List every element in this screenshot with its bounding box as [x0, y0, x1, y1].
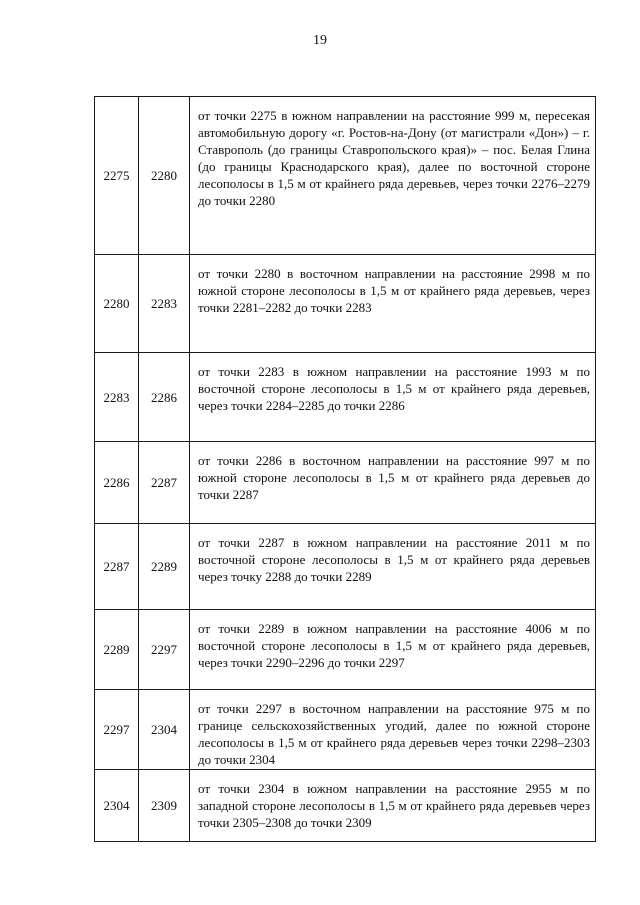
boundary-description-cell: от точки 2286 в восточном направлении на расстояние 997 м по южной стороне лесополосы в 1,5 м от крайнего ряда деревьев до точки 2287 [190, 442, 596, 524]
boundary-description-cell: от точки 2287 в южном направлении на расстояние 2011 м по восточной стороне лесополосы в 1,5 м от крайнего ряда деревьев через точку 2288 до точки 2289 [190, 524, 596, 610]
table-row [95, 524, 596, 610]
end-point-cell: 2280 [139, 97, 190, 255]
table-row [95, 770, 596, 842]
page-number: 19 [313, 33, 327, 48]
table-row [95, 610, 596, 690]
end-point-cell: 2297 [139, 610, 190, 690]
table-row [95, 690, 596, 770]
table-row [95, 353, 596, 442]
end-point-cell: 2304 [139, 690, 190, 770]
end-point-cell: 2283 [139, 255, 190, 353]
end-point-cell: 2287 [139, 442, 190, 524]
end-point-cell: 2289 [139, 524, 190, 610]
boundary-description-cell: от точки 2280 в восточном направлении на расстояние 2998 м по южной стороне лесополосы в 1,5 м от крайнего ряда деревьев, через точки 2281–2282 до точки 2283 [190, 255, 596, 353]
start-point-cell: 2287 [95, 524, 139, 610]
table-row [95, 442, 596, 524]
start-point-cell: 2283 [95, 353, 139, 442]
table-row [95, 97, 596, 255]
start-point-cell: 2286 [95, 442, 139, 524]
boundary-description-cell: от точки 2289 в южном направлении на расстояние 4006 м по восточной стороне лесополосы в 1,5 м от крайнего ряда деревьев, через точки 2290–2296 до точки 2297 [190, 610, 596, 690]
boundary-description-cell: от точки 2283 в южном направлении на расстояние 1993 м по восточной стороне лесополосы в 1,5 м от крайнего ряда деревьев, через точки 2284–2285 до точки 2286 [190, 353, 596, 442]
boundary-description-cell: от точки 2275 в южном направлении на расстояние 999 м, пересекая автомобильную дорогу «г. Ростов-на-Дону (от магистрали «Дон») – г. Ставрополь (до границы Ставропольского края)» – пос. Белая Глина (до границы Краснодарского края), далее по восточной стороне лесополосы в 1,5 м от крайнего ряда деревьев, через точки 2276–2279 до точки 2280 [190, 97, 596, 255]
end-point-cell: 2309 [139, 770, 190, 842]
boundary-description-cell: от точки 2297 в восточном направлении на расстояние 975 м по границе сельскохозяйственных угодий, далее по южной стороне лесополосы в 1,5 м от крайнего ряда деревьев через точки 2298–2303 до точки 2304 [190, 690, 596, 770]
end-point-cell: 2286 [139, 353, 190, 442]
table-row [95, 255, 596, 353]
start-point-cell: 2280 [95, 255, 139, 353]
start-point-cell: 2297 [95, 690, 139, 770]
boundary-points-table [94, 96, 596, 842]
start-point-cell: 2289 [95, 610, 139, 690]
start-point-cell: 2275 [95, 97, 139, 255]
boundary-description-cell: от точки 2304 в южном направлении на расстояние 2955 м по западной стороне лесополосы в 1,5 м от крайнего ряда деревьев через точки 2305–2308 до точки 2309 [190, 770, 596, 842]
start-point-cell: 2304 [95, 770, 139, 842]
